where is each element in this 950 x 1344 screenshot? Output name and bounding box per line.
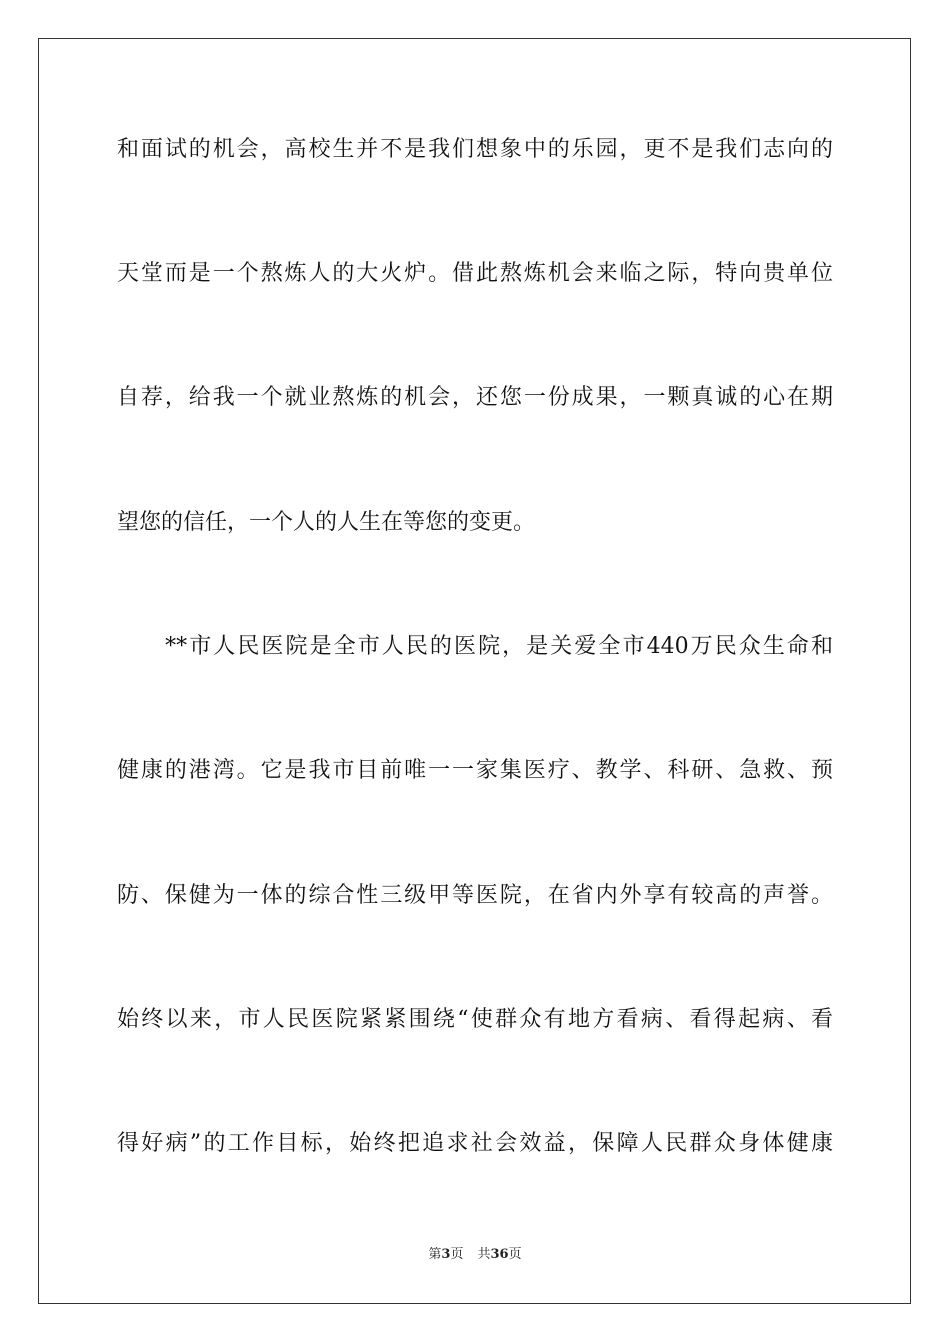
body-text-line-6: 健康的港湾。它是我市目前唯一一家集医疗、教学、科研、急救、预	[117, 758, 833, 783]
body-text-line-5: **市人民医院是全市人民的医院，是关爱全市440万民众生命和	[117, 634, 833, 659]
body-text-line-3: 自荐，给我一个就业熬炼的机会，还您一份成果，一颗真诚的心在期	[117, 385, 833, 410]
body-text-line-8: 始终以来，市人民医院紧紧围绕“使群众有地方看病、看得起病、看	[117, 1007, 833, 1032]
body-text-line-1: 和面试的机会，高校生并不是我们想象中的乐园，更不是我们志向的	[117, 137, 833, 162]
footer-total-prefix: 共	[477, 1247, 491, 1262]
body-text-line-7: 防、保健为一体的综合性三级甲等医院，在省内外享有较高的声誉。	[117, 883, 833, 908]
footer-total-pages: 36	[490, 1247, 509, 1262]
footer-page-number: 3	[441, 1247, 451, 1262]
body-text-line-4: 望您的信任，一个人的人生在等您的变更。	[117, 510, 536, 535]
footer-page-suffix: 页	[450, 1247, 464, 1262]
footer-total-suffix: 页	[508, 1247, 522, 1262]
body-text-line-2: 天堂而是一个熬炼人的大火炉。借此熬炼机会来临之际，特向贵单位	[117, 261, 833, 286]
page-footer	[0, 1246, 950, 1264]
footer-page-prefix: 第	[428, 1247, 442, 1262]
page-border	[38, 38, 911, 1304]
body-text-line-9: 得好病”的工作目标，始终把追求社会效益，保障人民群众身体健康	[117, 1131, 833, 1156]
